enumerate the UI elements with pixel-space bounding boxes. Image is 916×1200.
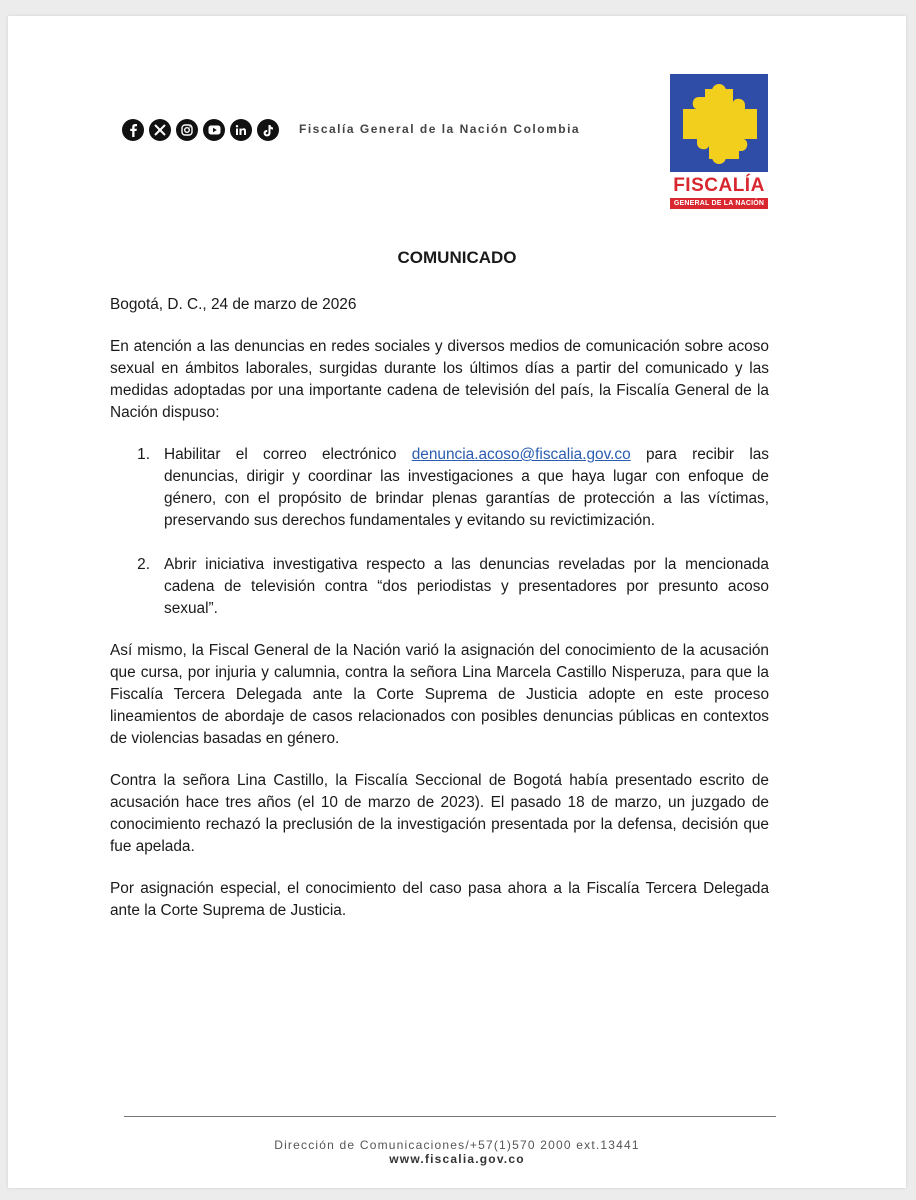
paragraph-reassignment: Así mismo, la Fiscal General de la Nación varió la asignación del conocimiento de la acusación que cursa, por injuria y calumnia, contra la señora Lina Marcela Castillo Nisperuza, para que la Fiscalía Tercera Delegada ante la Corte Suprema de Justicia adopte en este proceso lineamientos de abordaje de casos relacionados con posibles denuncias públicas en contextos de violencias basadas en género. <box>110 642 769 747</box>
youtube-icon[interactable] <box>203 119 225 141</box>
footer-contact: Dirección de Comunicaciones/+57(1)570 2000 ext.13441 <box>274 1138 640 1152</box>
measures-list <box>110 444 769 642</box>
email-link[interactable]: denuncia.acoso@fiscalia.gov.co <box>411 446 631 463</box>
list-item-text-after: para recibir las denuncias, dirigir y coordinar las investigaciones a que haya lugar con enfoque de género, con el propósito de brindar plenas garantías de protección a las víctimas, preservando sus derechos fundamentales y evitando su revictimización. <box>164 446 769 529</box>
paragraph-background: Contra la señora Lina Castillo, la Fiscalía Seccional de Bogotá había presentado escrito de acusación hace tres años (el 10 de marzo de 2023). El pasado 18 de marzo, un juzgado de conocimiento rechazó la preclusión de la investigación presentada por la defensa, decisión que fue apelada. <box>110 772 769 855</box>
fiscalia-logo <box>670 74 768 210</box>
x-icon[interactable] <box>149 119 171 141</box>
footer <box>8 1138 906 1166</box>
puzzle-logo-icon <box>670 74 768 172</box>
list-item-number: 1. <box>137 446 150 463</box>
tiktok-icon[interactable] <box>257 119 279 141</box>
header-org-name: Fiscalía General de la Nación Colombia <box>299 122 581 136</box>
facebook-icon[interactable] <box>122 119 144 141</box>
paragraph-conclusion: Por asignación especial, el conocimiento del caso pasa ahora a la Fiscalía Tercera Delegada ante la Corte Suprema de Justicia. <box>110 880 769 919</box>
footer-divider <box>124 1116 776 1117</box>
list-item <box>110 554 769 620</box>
document-title: COMUNICADO <box>397 248 517 267</box>
list-item-number: 2. <box>137 556 150 573</box>
linkedin-icon[interactable] <box>230 119 252 141</box>
instagram-icon[interactable] <box>176 119 198 141</box>
list-item-text <box>164 444 769 532</box>
list-item <box>110 444 769 532</box>
list-item-text: Abrir iniciativa investigativa respecto a las denuncias reveladas por la mencionada cadena de televisión contra “dos periodistas y presentadores por presunto acoso sexual”. <box>164 556 769 617</box>
intro-paragraph: En atención a las denuncias en redes sociales y diversos medios de comunicación sobre acoso sexual en ámbitos laborales, surgidas durante los últimos días a partir del comunicado y las medidas adoptadas por una importante cadena de televisión del país, la Fiscalía General de la Nación dispuso: <box>110 338 769 421</box>
footer-website[interactable]: www.fiscalia.gov.co <box>389 1152 525 1166</box>
logo-name: FISCALÍA <box>673 175 765 196</box>
social-icons <box>122 119 279 141</box>
document-date: Bogotá, D. C., 24 de marzo de 2026 <box>110 296 357 313</box>
list-item-text-before: Habilitar el correo electrónico <box>164 446 412 463</box>
document-page <box>8 16 906 1188</box>
logo-subtitle: GENERAL DE LA NACIÓN <box>670 198 768 209</box>
